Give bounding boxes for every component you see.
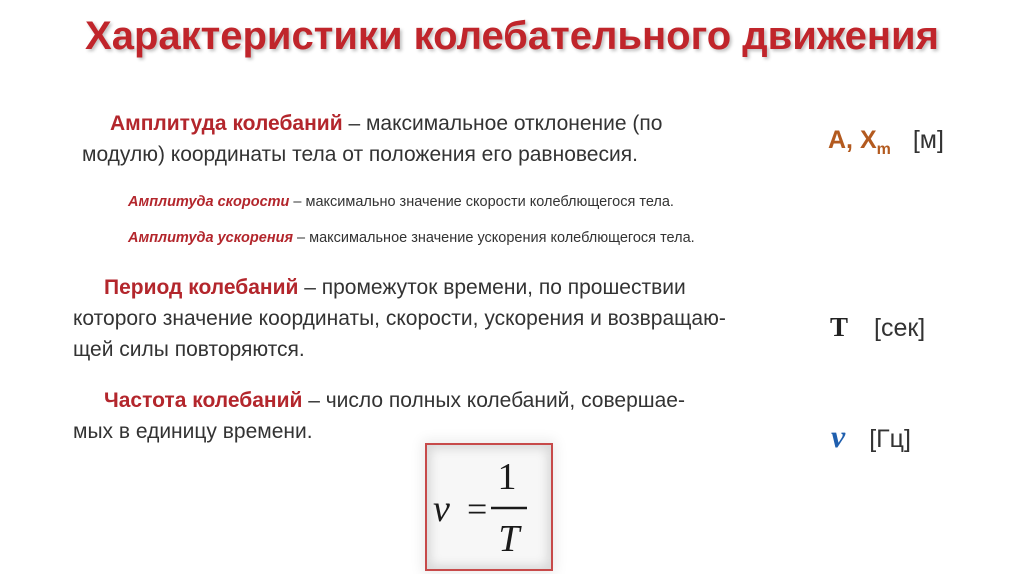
amplitude-definition bbox=[110, 108, 750, 139]
velocity-amplitude-term: Амплитуда скорости bbox=[128, 194, 290, 210]
amplitude-line-2: модулю) координаты тела от положения его равновесия. bbox=[82, 143, 638, 166]
formula-lhs: ν bbox=[433, 488, 450, 530]
period-line-2: которого значение координаты, скорости, ускорения и возвращаю- bbox=[73, 307, 726, 330]
frequency-formula bbox=[425, 443, 553, 571]
period-unit: [сек] bbox=[874, 314, 926, 342]
frequency-unit: [Гц] bbox=[869, 425, 911, 453]
amplitude-symbol-letters: А, $X_m$ bbox=[828, 126, 891, 158]
amplitude-line-1-rest: – максимальное отклонение (по bbox=[342, 112, 663, 135]
amplitude-unit: [м] bbox=[912, 126, 944, 154]
period-line-3: щей силы повторяются. bbox=[73, 338, 305, 361]
frequency-symbol-letter: ν bbox=[831, 418, 846, 454]
frequency-line-1-rest: – число полных колебаний, совершае- bbox=[302, 389, 685, 412]
amplitude-line-1 bbox=[110, 108, 750, 139]
acceleration-amplitude-rest: – максимальное значение ускорения колеблющегося тела. bbox=[293, 230, 695, 246]
frequency-line-1 bbox=[104, 385, 784, 416]
formula-equals: = bbox=[467, 489, 488, 529]
frequency-formula-graphic bbox=[427, 445, 551, 569]
velocity-amplitude-rest: – максимально значение скорости колеблющегося тела. bbox=[289, 194, 674, 210]
velocity-amplitude-definition bbox=[128, 192, 828, 212]
period-symbol-letter: T bbox=[830, 312, 849, 342]
frequency-line-2: мых в единицу времени. bbox=[73, 420, 313, 443]
period-line-1-rest: – промежуток времени, по прошествии bbox=[298, 276, 686, 299]
period-term: Период колебаний bbox=[104, 276, 299, 299]
acceleration-amplitude-definition bbox=[128, 228, 848, 248]
amplitude-symbol-sub: m bbox=[876, 141, 891, 158]
frequency-term: Частота колебаний bbox=[104, 389, 303, 412]
frequency-symbol bbox=[831, 418, 911, 455]
formula-denominator: T bbox=[498, 518, 520, 560]
acceleration-amplitude-term: Амплитуда ускорения bbox=[128, 230, 293, 246]
period-symbol bbox=[830, 312, 925, 343]
amplitude-symbol bbox=[828, 124, 944, 159]
formula-numerator: 1 bbox=[497, 456, 517, 498]
amplitude-term: Амплитуда колебаний bbox=[110, 112, 343, 135]
slide-title: Характеристики колебательного движения bbox=[85, 14, 939, 58]
period-line-1 bbox=[104, 272, 784, 303]
